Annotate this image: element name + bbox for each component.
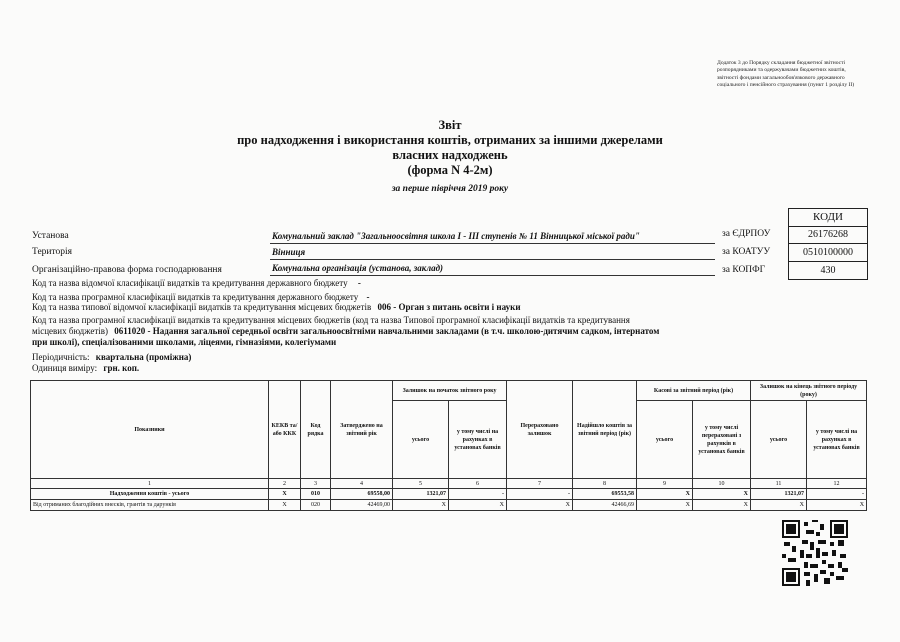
- row-approved: 42469,00: [331, 500, 393, 511]
- prog-classification-value: -: [366, 292, 370, 302]
- territory-label: Територія: [32, 247, 73, 257]
- row-start-incl: X: [449, 500, 507, 511]
- header-start-balance: Залишок на початок звітного року: [393, 381, 507, 401]
- qr-code-icon: [782, 520, 848, 586]
- local-classification: [32, 315, 722, 348]
- col-num: 10: [693, 479, 751, 489]
- col-num: 7: [507, 479, 573, 489]
- territory-underline: [270, 259, 715, 260]
- typ-classification-label: Код та назва типової відомчої класифікації видатків та кредитування місцевих бюджетів: [32, 302, 372, 312]
- col-num: 5: [393, 479, 449, 489]
- edrpou-label: за ЄДРПОУ: [722, 229, 771, 239]
- col-num: 11: [751, 479, 807, 489]
- kopfg-code: 430: [788, 262, 868, 280]
- header-received: Надійшло коштів за звітний період (рік): [573, 381, 637, 479]
- unit-label: Одиниця виміру:: [32, 363, 98, 373]
- typ-classification: [32, 302, 521, 312]
- header-cash: Касові за звітний період (рік): [637, 381, 751, 401]
- dept-classification-value: -: [357, 278, 361, 288]
- row-end-total: X: [751, 500, 807, 511]
- header-cash-total: усього: [637, 401, 693, 479]
- header-end-total: усього: [751, 401, 807, 479]
- title-line-3: власних надходжень: [392, 148, 508, 162]
- unit: [32, 363, 139, 373]
- row-cash-total: X: [637, 489, 693, 500]
- header-end-incl: у тому числі на рахунках в установах банків: [807, 401, 867, 479]
- edrpou-code: 26176268: [788, 226, 868, 244]
- row-cash-total: X: [637, 500, 693, 511]
- koatuu-label: за КОАТУУ: [722, 247, 771, 257]
- row-indicator: Надходження коштів - усього: [31, 489, 269, 500]
- row-transferred: -: [507, 489, 573, 500]
- title-line-4: (форма N 4-2м): [407, 163, 493, 177]
- prog-classification: [32, 292, 369, 302]
- header-start-total: усього: [393, 401, 449, 479]
- col-num: 2: [269, 479, 301, 489]
- col-num: 12: [807, 479, 867, 489]
- row-start-total: X: [393, 500, 449, 511]
- row-received: 69553,58: [573, 489, 637, 500]
- title-line-1: Звіт: [438, 118, 462, 132]
- dept-classification: [32, 278, 361, 288]
- annex-note: Додаток 3 до Порядку складання бюджетної звітності розпорядниками та одержувачами бюджетних коштів, звітності фондами загальнообов'язкового державного соціального і пенсійного страхування (пункт 1 розділу II): [717, 60, 855, 89]
- row-kekv: X: [269, 489, 301, 500]
- institution-underline: [270, 243, 715, 244]
- row-start-incl: -: [449, 489, 507, 500]
- local-classification-value-1: 0611020 - Надання загальної середньої освіти загальноосвітніми навчальними закладами (в т.ч. школою-дитячим садком, інтернатом: [114, 326, 660, 336]
- periodicity-value: квартальна (проміжна): [95, 352, 192, 362]
- row-cash-incl: X: [693, 500, 751, 511]
- header-indicators: Показники: [31, 381, 269, 479]
- row-code: 020: [301, 500, 331, 511]
- typ-classification-value: 006 - Орган з питань освіти і науки: [377, 302, 521, 312]
- row-kekv: X: [269, 500, 301, 511]
- header-transferred: Перераховано залишок: [507, 381, 573, 479]
- row-end-total: 1321,07: [751, 489, 807, 500]
- header-code: Код рядка: [301, 381, 331, 479]
- report-period: за перше півріччя 2019 року: [391, 184, 509, 194]
- title-line-2: про надходження і використання коштів, отриманих за іншими джерелами: [237, 133, 663, 147]
- row-approved: 69558,00: [331, 489, 393, 500]
- row-end-incl: -: [807, 489, 867, 500]
- local-classification-value-2: при школі), спеціалізованими школами, ліцеями, гімназіями, колегіумами: [32, 337, 337, 347]
- col-num: 3: [301, 479, 331, 489]
- row-cash-incl: X: [693, 489, 751, 500]
- col-num: 1: [31, 479, 269, 489]
- territory-value: Вінниця: [272, 247, 306, 257]
- org-form-label: Організаційно-правова форма господарювання: [32, 265, 222, 275]
- periodicity-label: Періодичність:: [32, 352, 90, 362]
- table-row: [31, 500, 867, 511]
- col-num: 4: [331, 479, 393, 489]
- header-start-incl: у тому числі на рахунках в установах банків: [449, 401, 507, 479]
- row-transferred: X: [507, 500, 573, 511]
- dept-classification-label: Код та назва відомчої класифікації видатків та кредитування державного бюджету: [32, 278, 348, 288]
- row-indicator: Від отриманих благодійних внесків, грантів та дарунків: [31, 500, 269, 511]
- row-end-incl: X: [807, 500, 867, 511]
- col-num: 6: [449, 479, 507, 489]
- prog-classification-label: Код та назва програмної класифікації видатків та кредитування державного бюджету: [32, 292, 359, 302]
- local-classification-label-1: Код та назва програмної класифікації видатків та кредитування місцевих бюджетів (код та назва Типової програмної класифікації видатків та кредитування: [32, 315, 630, 325]
- header-kekv: КЕКВ та/або ККК: [269, 381, 301, 479]
- col-num: 9: [637, 479, 693, 489]
- row-start-total: 1321,07: [393, 489, 449, 500]
- periodicity: [32, 352, 191, 362]
- header-approved: Затверджено на звітний рік: [331, 381, 393, 479]
- header-cash-incl: у тому числі перераховані з рахунків в установах банків: [693, 401, 751, 479]
- report-table: [30, 380, 867, 511]
- table-row: [31, 489, 867, 500]
- institution-value: Комунальний заклад "Загальноосвітня школа I - III ступенів № 11 Вінницької міської ради": [272, 231, 640, 241]
- row-received: 42466,69: [573, 500, 637, 511]
- institution-label: Установа: [32, 231, 69, 241]
- row-code: 010: [301, 489, 331, 500]
- report-title: [200, 118, 700, 178]
- col-num: 8: [573, 479, 637, 489]
- org-form-value: Комунальна організація (установа, заклад): [272, 263, 444, 273]
- kopfg-label: за КОПФГ: [722, 265, 766, 275]
- org-form-underline: [270, 275, 715, 276]
- unit-value: грн. коп.: [103, 363, 140, 373]
- koatuu-code: 0510100000: [788, 244, 868, 262]
- header-end-balance: Залишок на кінець звітного періоду (року): [751, 381, 867, 401]
- local-classification-label-2: місцевих бюджетів): [32, 326, 109, 336]
- column-numbers-row: [31, 479, 867, 489]
- codes-header: КОДИ: [788, 208, 868, 227]
